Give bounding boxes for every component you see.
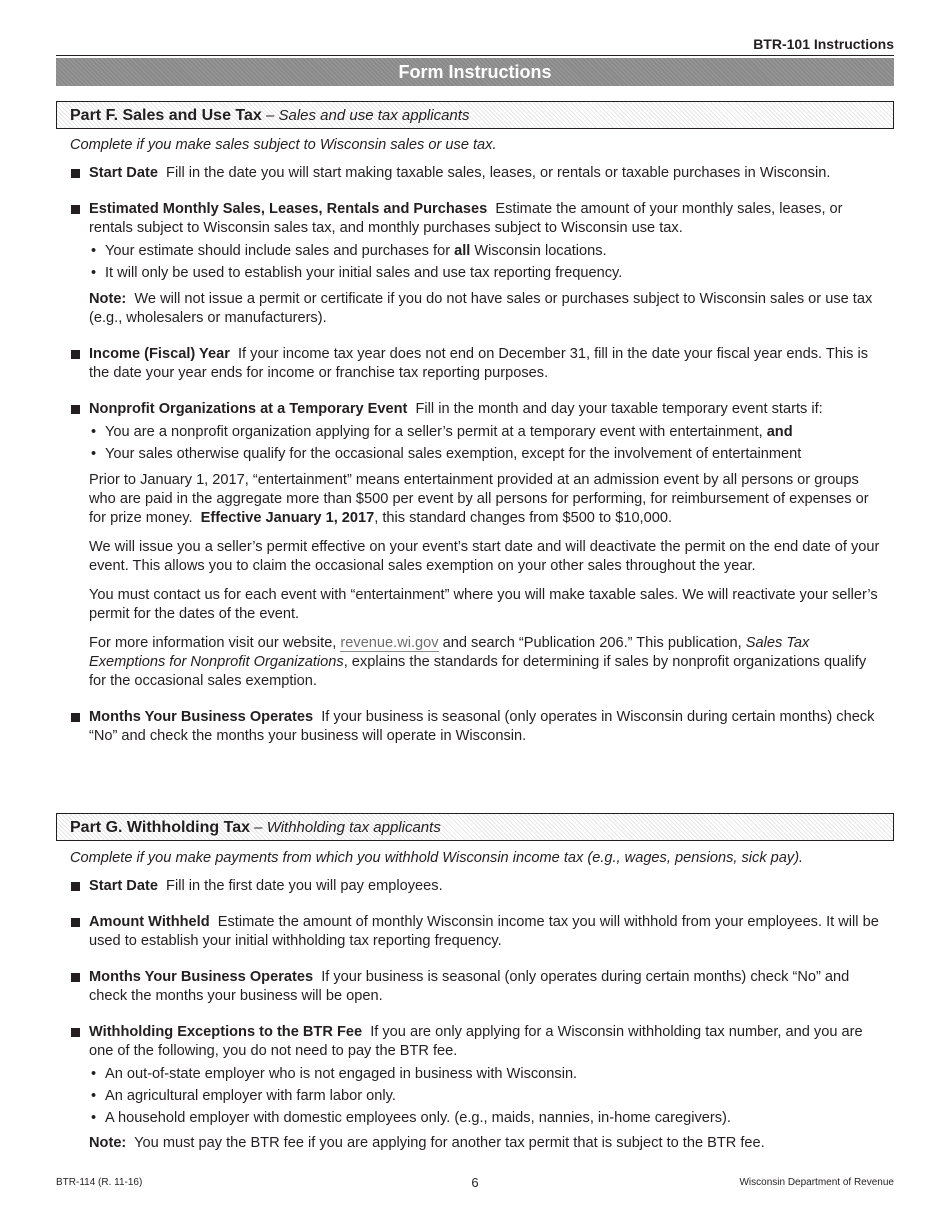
- square-bullet-icon: [71, 1028, 80, 1037]
- part-g-intro: Complete if you make payments from which you withhold Wisconsin income tax (e.g., wages, pensions, sick pay).: [70, 850, 804, 866]
- part-f-income-year-item: [70, 345, 884, 383]
- estimated-bullet-1: • Your estimate should include sales and purchases for all Wisconsin locations.: [89, 242, 884, 261]
- part-g-header: [56, 813, 894, 841]
- nonprofit-para-1: Prior to January 1, 2017, “entertainment” means entertainment provided at an admission event by all persons or groups who are paid in the aggregate more than $500 per event by all persons for performing, for reimbursement of expenses or for prize money. Effective January 1, 2017, this standard changes from $500 to $10,000.: [89, 472, 869, 526]
- nonprofit-para-4: For more information visit our website, revenue.wi.gov and search “Publication 206.” This publication, Sales Tax Exemptions for Nonprofit Organizations, explains the standards for determining if sales by nonprofit organizations qualify for the occasional sales exemption.: [89, 635, 867, 689]
- square-bullet-icon: [71, 713, 80, 722]
- nonprofit-para-3: You must contact us for each event with “entertainment” where you will make taxable sales. We will reactivate your seller’s permit for the dates of the event.: [89, 587, 878, 622]
- income-year-term: Income (Fiscal) Year: [89, 346, 230, 362]
- exceptions-bullet-2: • An agricultural employer with farm labor only.: [89, 1087, 884, 1106]
- part-f-nonprofit-item: [70, 400, 884, 691]
- start-date-term: Start Date: [89, 165, 158, 181]
- part-f-subtitle: Sales and use tax applicants: [278, 107, 470, 124]
- square-bullet-icon: [71, 918, 80, 927]
- part-g-title: Part G. Withholding Tax: [70, 819, 250, 836]
- estimated-bullet-2: • It will only be used to establish your initial sales and use tax reporting frequency.: [89, 264, 884, 283]
- square-bullet-icon: [71, 973, 80, 982]
- footer-page-number: 6: [471, 1175, 479, 1190]
- months-text: If your business is seasonal (only operates in Wisconsin during certain months) check “No” and check the months your business will operate in Wisconsin.: [89, 709, 875, 744]
- form-instructions-banner: Form Instructions: [56, 58, 894, 86]
- part-f-start-date-item: [70, 164, 884, 183]
- part-g-subtitle: Withholding tax applicants: [266, 819, 441, 836]
- exceptions-note: Note: You must pay the BTR fee if you are applying for another tax permit that is subject to the BTR fee.: [89, 1135, 765, 1151]
- part-f-estimated-item: [70, 200, 884, 328]
- estimated-note: Note: We will not issue a permit or certificate if you do not have sales or purchases subject to Wisconsin sales or use tax (e.g., wholesalers or manufacturers).: [89, 291, 873, 326]
- footer-form-id: BTR-114 (R. 11-16): [56, 1177, 143, 1188]
- nonprofit-para-2: We will issue you a seller’s permit effective on your event’s start date and will deactivate the permit on the end date of your event. This allows you to claim the occasional sales exemption on your other sales throughout the year.: [89, 539, 880, 574]
- part-f-title: Part F. Sales and Use Tax: [70, 107, 262, 124]
- nonprofit-term: Nonprofit Organizations at a Temporary Event: [89, 401, 408, 417]
- nonprofit-bullet-1: • You are a nonprofit organization applying for a seller’s permit at a temporary event with entertainment, and: [89, 423, 884, 442]
- nonprofit-text: Fill in the month and day your taxable temporary event starts if:: [415, 401, 823, 417]
- part-f-intro: Complete if you make sales subject to Wisconsin sales or use tax.: [70, 137, 497, 153]
- footer-agency: Wisconsin Department of Revenue: [739, 1177, 894, 1188]
- revenue-website-link[interactable]: revenue.wi.gov: [340, 635, 439, 651]
- part-g-dash: –: [250, 819, 267, 836]
- start-date-text: Fill in the date you will start making taxable sales, leases, or rentals or taxable purchases in Wisconsin.: [166, 165, 831, 181]
- exceptions-bullet-3: • A household employer with domestic employees only. (e.g., maids, nannies, in-home caregivers).: [89, 1109, 884, 1128]
- square-bullet-icon: [71, 205, 80, 214]
- part-g-amount-item: Amount Withheld Estimate the amount of monthly Wisconsin income tax you will withhold from your employees. It will be used to establish your initial withholding tax reporting frequency.: [70, 913, 884, 951]
- square-bullet-icon: [71, 405, 80, 414]
- square-bullet-icon: [71, 169, 80, 178]
- part-g-body: [70, 849, 884, 1153]
- part-g-exceptions-item: Withholding Exceptions to the BTR Fee If you are only applying for a Wisconsin withholding tax number, and you are one of the following, you do not need to pay the BTR fee. • An out-of-state employer who is not engaged in business with Wisconsin. • An agricultural employer with farm labor only. • A household employer with domestic employees only. (e.g., maids, nannies, in-home caregivers). Note: You must pay the BTR fee if you are applying for another tax permit that is subject to the BTR fee.: [70, 1023, 884, 1153]
- exceptions-bullet-1: • An out-of-state employer who is not engaged in business with Wisconsin.: [89, 1065, 884, 1084]
- months-term: Months Your Business Operates: [89, 709, 314, 725]
- estimated-text: Estimate the amount of your monthly sales, leases, or rentals subject to Wisconsin sales tax, and monthly purchases subject to Wisconsin use tax.: [89, 201, 843, 236]
- part-f-body: [70, 136, 884, 746]
- page-header-title: BTR-101 Instructions: [753, 36, 894, 52]
- part-g-start-date-item: Start Date Fill in the first date you will pay employees.: [70, 877, 884, 896]
- income-year-text: If your income tax year does not end on December 31, fill in the date your fiscal year ends. This is the date your year ends for income or franchise tax reporting purposes.: [89, 346, 869, 381]
- estimated-term: Estimated Monthly Sales, Leases, Rentals and Purchases: [89, 201, 488, 217]
- square-bullet-icon: [71, 882, 80, 891]
- nonprofit-bullet-2: • Your sales otherwise qualify for the occasional sales exemption, except for the involvement of entertainment: [89, 445, 884, 464]
- part-f-dash: –: [261, 107, 279, 124]
- part-g-months-item: Months Your Business Operates If your business is seasonal (only operates during certain months) check “No” and check the months your business will be open.: [70, 968, 884, 1006]
- square-bullet-icon: [71, 350, 80, 359]
- part-f-header: [56, 101, 894, 129]
- part-f-months-item: [70, 708, 884, 746]
- header-rule: [56, 55, 894, 56]
